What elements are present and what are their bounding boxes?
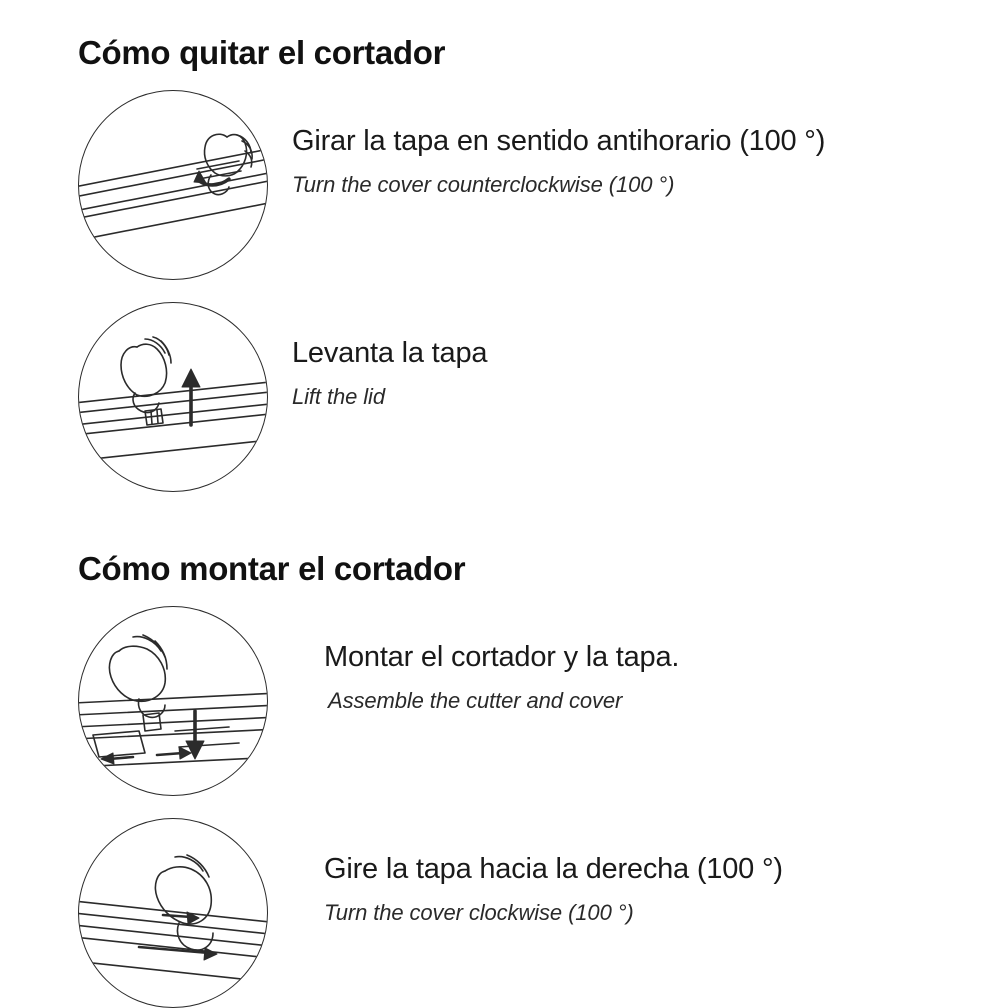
step-text-turn-cover-clockwise [268,818,940,926]
section-remove-cutter [78,34,940,492]
hand-placing-cutter-down-arrow-icon [78,606,268,796]
step-primary-label: Montar el cortador y la tapa. [324,641,680,673]
section-assemble-cutter [78,550,940,1008]
hand-turning-cover-counterclockwise-icon [78,90,268,280]
section-title-remove-cutter: Cómo quitar el cortador [78,34,446,71]
step-primary-label: Levanta la tapa [292,337,488,369]
step-secondary-label: Turn the cover counterclockwise (100 °) [292,172,675,198]
step-text-assemble-cutter-and-cover [268,606,940,714]
step-lift-lid [78,302,940,492]
hand-turning-cover-clockwise-icon [78,818,268,1008]
steps-list-remove-cutter [78,90,940,492]
step-assemble-cutter-and-cover [78,606,940,796]
steps-list-assemble-cutter [78,606,940,1008]
step-turn-cover-counterclockwise [78,90,940,280]
step-secondary-label: Lift the lid [292,384,385,410]
step-primary-label: Gire la tapa hacia la derecha (100 °) [324,853,783,885]
section-title-assemble-cutter: Cómo montar el cortador [78,550,466,587]
step-secondary-label: Turn the cover clockwise (100 °) [324,900,634,926]
hand-lifting-lid-up-arrow-icon [78,302,268,492]
step-primary-label: Girar la tapa en sentido antihorario (100 °) [292,125,826,157]
section-divider-space [78,514,940,550]
step-secondary-label: Assemble the cutter and cover [328,688,623,714]
step-text-turn-cover-counterclockwise [268,90,940,198]
step-text-lift-lid [268,302,940,410]
step-turn-cover-clockwise [78,818,940,1008]
